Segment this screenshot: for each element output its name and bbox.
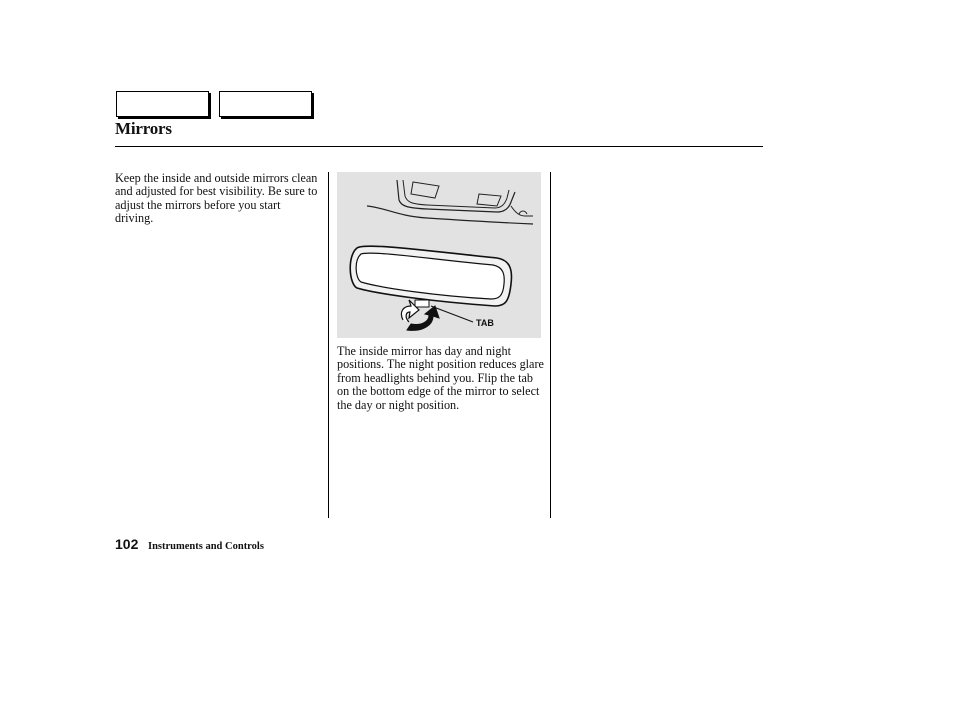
- section-name: Instruments and Controls: [148, 541, 264, 552]
- mirror-illustration: [337, 172, 541, 338]
- column-divider-right: [550, 172, 551, 518]
- nav-tab-box-2[interactable]: [219, 91, 312, 117]
- intro-paragraph: Keep the inside and outside mirrors clean and adjusted for best visibility. Be sure to adjust the mirrors before you start driving.: [115, 171, 318, 226]
- page-title: Mirrors: [115, 119, 172, 138]
- rearview-mirror-icon: [337, 172, 541, 338]
- column-divider-left: [328, 172, 329, 518]
- nav-tab-box-1[interactable]: [116, 91, 209, 117]
- tab-callout-label: TAB: [476, 318, 494, 328]
- body-paragraph: The inside mirror has day and night positions. The night position reduces glare from headlights behind you. Flip the tab on the bottom edge of the mirror to select the day or night position.: [337, 344, 544, 412]
- title-rule: [115, 146, 763, 147]
- page-number: 102: [115, 536, 139, 552]
